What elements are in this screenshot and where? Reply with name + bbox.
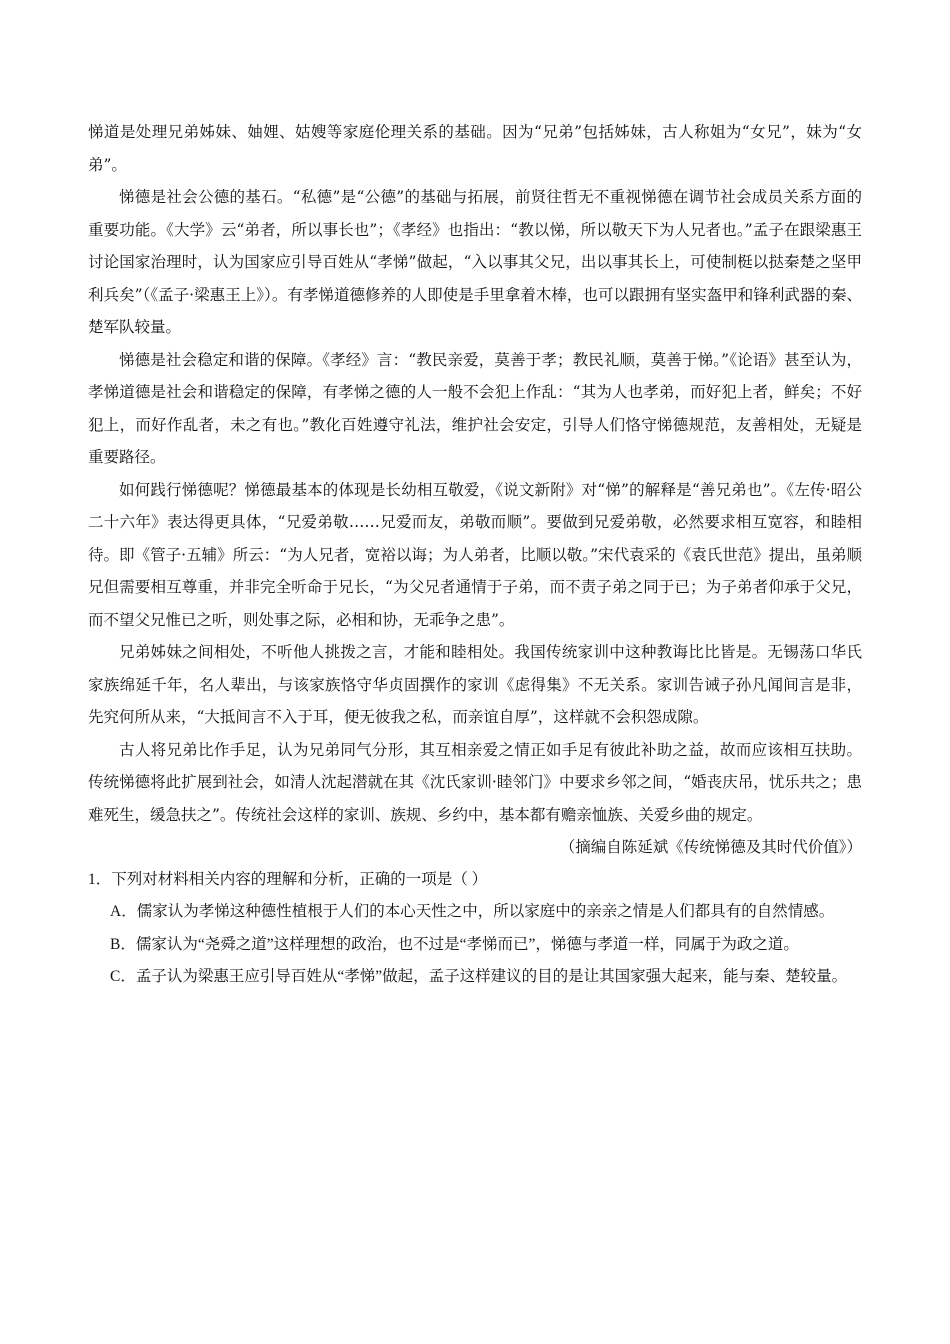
option-a: A．儒家认为孝悌这种德性植根于人们的本心天性之中，所以家庭中的亲亲之情是人们都具有的自然情感。	[110, 903, 835, 920]
option-b: B．儒家认为“尧舜之道”这样理想的政治，也不过是“孝悌而已”，悌德与孝道一样，同属于为政之道。	[110, 935, 799, 953]
paragraph-6: 古人将兄弟比作手足，认为兄弟同气分形，其互相亲爱之情正如手足有彼此补助之益，故而应该相互扶助。传统悌德将此扩展到社会，如清人沈起潜就在其《沈氏家训·睦邻门》中要求乡邻之间，“婚丧庆吊，忧乐共之；患难死生，缓急扶之”。传统社会这样的家训、族规、乡约中，基本都有赡亲恤族、关爱乡曲的规定。	[88, 740, 862, 824]
paragraph-1: 悌道是处理兄弟姊妹、妯娌、姑嫂等家庭伦理关系的基础。因为“兄弟”包括姊妹，古人称姐为“女兄”，妹为“女弟”。	[88, 123, 862, 174]
paragraph-3: 悌德是社会稳定和谐的保障。《孝经》言：“教民亲爱，莫善于孝；教民礼顺，莫善于悌。”《论语》甚至认为，孝悌道德是社会和谐稳定的保障，有孝悌之德的人一般不会犯上作乱：“其为人也孝弟，而好犯上者，鲜矣；不好犯上，而好作乱者，未之有也。”教化百姓遵守礼法，维护社会安定，引导人们恪守悌德规范，友善相处，无疑是重要路径。	[88, 350, 862, 466]
option-c: C．孟子认为梁惠王应引导百姓从“孝悌”做起，孟子这样建议的目的是让其国家强大起来，能与秦、楚较量。	[110, 968, 848, 985]
paragraph-2: 悌德是社会公德的基石。“私德”是“公德”的基础与拓展，前贤往哲无不重视悌德在调节社会成员关系方面的重要功能。《大学》云“弟者，所以事长也”；《孝经》也指出：“教以悌，所以敬天下为人兄者也。”孟子在跟梁惠王讨论国家治理时，认为国家应引导百姓从“孝悌”做起，“入以事其父兄，出以事其长上，可使制梃以挞秦楚之坚甲利兵矣”（《孟子·梁惠王上》）。有孝悌道德修养的人即使是手里拿着木棒，也可以跟拥有坚实盔甲和锋利武器的秦、楚军队较量。	[88, 188, 862, 336]
paragraph-5: 兄弟姊妹之间相处，不听他人挑拨之言，才能和睦相处。我国传统家训中这种教诲比比皆是。无锡荡口华氏家族绵延千年，名人辈出，与该家族恪守华贞固撰作的家训《虑得集》不无关系。家训告诫子孙凡闻间言是非，先究何所从来，“大抵间言不入于耳，便无彼我之私，而亲谊自厚”，这样就不会积怨成隙。	[88, 643, 862, 726]
source-citation: （摘编自陈延斌《传统悌德及其时代价值》）	[559, 838, 862, 856]
question-block	[88, 864, 862, 994]
question-stem: 1．下列对材料相关内容的理解和分析，正确的一项是（ ）	[88, 870, 488, 888]
paragraph-4: 如何践行悌德呢？悌德最基本的体现是长幼相互敬爱，《说文新附》对“悌”的解释是“善兄弟也”。《左传·昭公二十六年》表达得更具体，“兄爱弟敬……兄爱而友，弟敬而顺”。要做到兄爱弟敬，必然要求相互宽容，和睦相待。即《管子·五辅》所云：“为人兄者，宽裕以诲；为人弟者，比顺以敬。”宋代袁采的《袁氏世范》提出，虽弟顺兄但需要相互尊重，并非完全听命于兄长，“为父兄者通情于子弟，而不责子弟之同于已；为子弟者仰承于父兄，而不望父兄惟已之听，则处事之际，必相和协，无乖争之患”。	[88, 480, 862, 629]
